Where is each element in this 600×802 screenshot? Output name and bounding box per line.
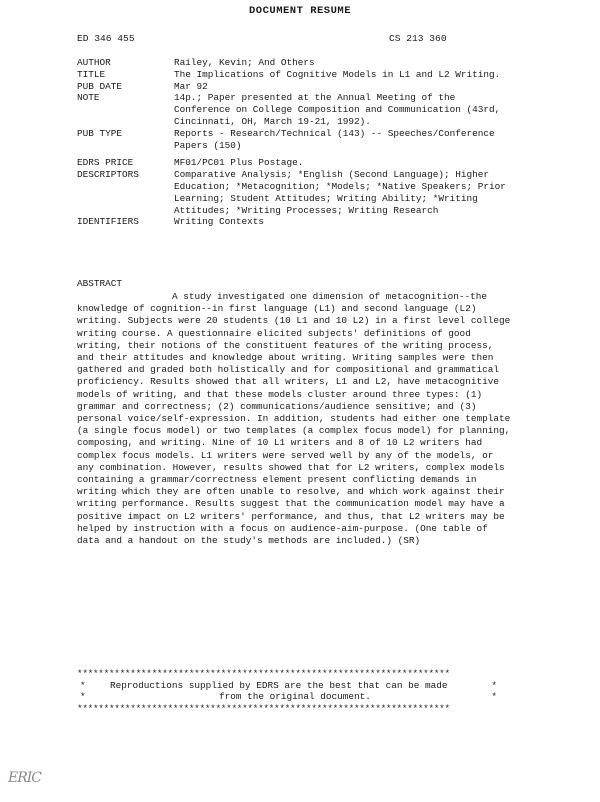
field-title: [77, 69, 517, 81]
field-value: MF01/PC01 Plus Postage.: [174, 157, 304, 169]
asterisk-edge: *: [80, 691, 86, 702]
abstract-text: A study investigated one dimension of metacognition--the knowledge of cognition--in first language (L1) and second language (L2) writing. Subjects were 20 students (10 L1 and 10 L2) in a first level college writing course. A questionnaire elicited subjects' definitions of good writing, their notions of the constituent features of the writing process, and their attitudes and knowledge about writing. Writing samples were then gathered and graded both holistically and for compositional and grammatical proficiency. Results showed that all writers, L1 and L2, have metacognitive models of writing, and that these models cluster around three types: (1) grammar and correctness; (2) communications/audience sensitive; and (3) personal voice/self-expression. In addition, students had either one template (a single focus model) or two templates (a complex focus model) for planning, composing, and writing. Nine of 10 L1 writers and 8 of 10 L2 writers had complex focus models. L1 writers were served well by any of the models, or any combination. However, results showed that for L2 writers, complex models containing a grammar/correctness element present conflicting demands in writing which they are often unable to resolve, and which work against their writing performance. Results suggest that the communication model may have a positive impact on L2 writers' performance, and thus, that L2 writers may be helped by instruction with a focus on audience-aim-purpose. (One table of data and a handout on the study's methods are included.) (SR): [77, 291, 511, 547]
field-descriptors: [77, 169, 517, 216]
field-pub-type: [77, 128, 517, 152]
field-edrs-price: [77, 157, 517, 169]
field-label: PUB DATE: [77, 80, 123, 92]
cs-number: CS 213 360: [389, 33, 447, 44]
abstract-label: ABSTRACT: [77, 278, 123, 289]
asterisk-border-bottom: **********************************************************************: [77, 702, 450, 714]
metadata-fields: [77, 57, 517, 228]
field-value: Comparative Analysis; *English (Second Language); Higher Education; *Metacognition; *Models; *Native Speakers; Prior Learning; Student Attitudes; Writing Ability; *Writing Attitudes; *Writing Processes; Writing Research: [174, 169, 506, 216]
asterisk-edge: *: [80, 679, 86, 691]
field-author: [77, 57, 517, 69]
field-identifiers: [77, 216, 517, 228]
reproduction-notice: [77, 668, 515, 714]
field-value: Writing Contexts: [174, 216, 265, 228]
reproduction-line-1: Reproductions supplied by EDRS are the best that can be made: [110, 679, 448, 691]
field-label: PUB TYPE: [77, 127, 123, 139]
field-value: The Implications of Cognitive Models in L1 and L2 Writing.: [174, 68, 501, 80]
field-label: IDENTIFIERS: [77, 216, 139, 228]
field-value: Railey, Kevin; And Others: [174, 57, 315, 68]
ed-number: ED 346 455: [77, 33, 135, 44]
field-value: 14p.; Paper presented at the Annual Meeting of the Conference on College Composition and Communication (43rd, Cincinnati, OH, March 19-21, 1992).: [174, 92, 501, 127]
eric-logo: ERIC: [8, 770, 42, 786]
field-value: Reports - Research/Technical (143) -- Speeches/Conference Papers (150): [174, 127, 495, 151]
asterisk-edge: *: [491, 691, 497, 702]
field-label: TITLE: [77, 68, 106, 80]
field-label: EDRS PRICE: [77, 157, 134, 169]
asterisk-edge: *: [491, 679, 497, 691]
field-label: DESCRIPTORS: [77, 169, 139, 181]
field-label: AUTHOR: [77, 57, 111, 68]
field-label: NOTE: [77, 92, 100, 104]
asterisk-border-top: **********************************************************************: [77, 668, 450, 679]
field-value: Mar 92: [174, 80, 208, 92]
field-note: [77, 92, 517, 127]
reproduction-line-2: from the original document.: [219, 691, 371, 702]
document-title: DOCUMENT RESUME: [248, 5, 351, 17]
field-pub-date: [77, 81, 517, 93]
